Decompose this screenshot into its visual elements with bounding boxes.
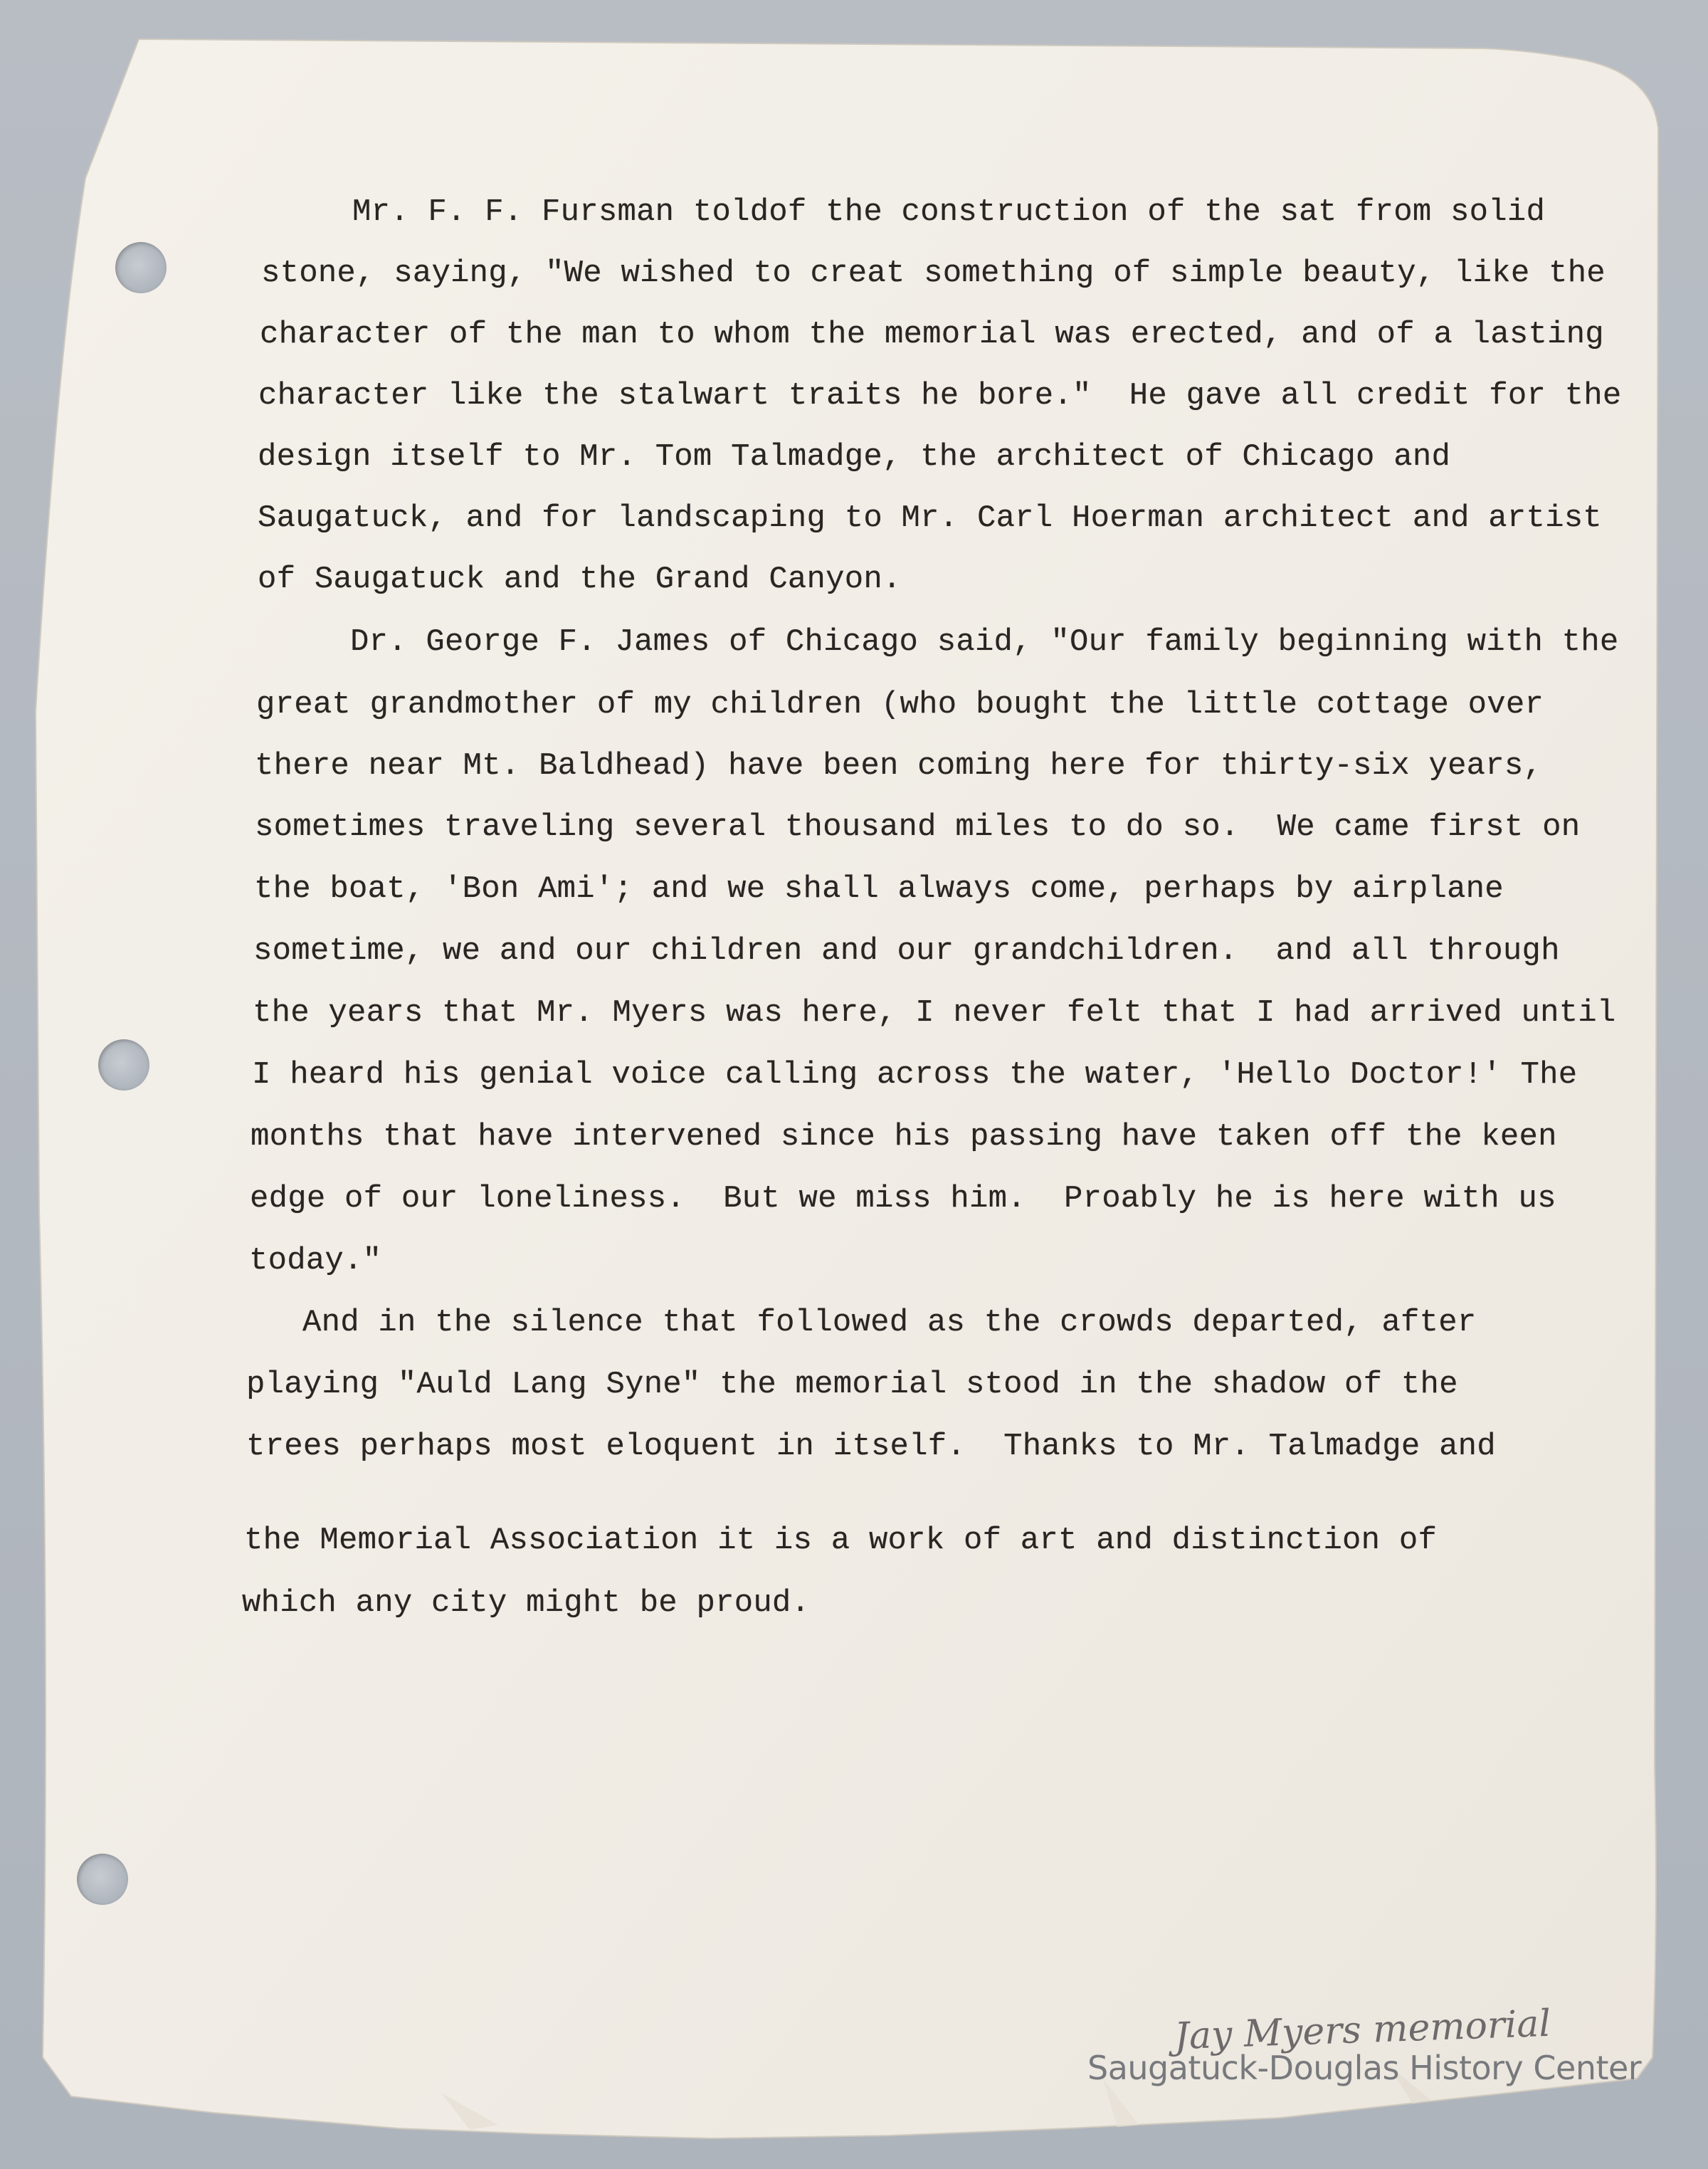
text-line: there near Mt. Baldhead) have been coming here for thirty-six years, [255, 748, 1543, 784]
text-line: Mr. F. F. Fursman toldof the construction of the sat from solid [352, 194, 1546, 230]
text-line: great grandmother of my children (who bought the little cottage over [256, 687, 1544, 723]
text-line: which any city might be proud. [242, 1585, 811, 1621]
text-line: Dr. George F. James of Chicago said, "Our family beginning with the [350, 624, 1619, 660]
archive-watermark: Saugatuck-Douglas History Center [1087, 2049, 1642, 2087]
text-line: the years that Mr. Myers was here, I never felt that I had arrived until [253, 995, 1616, 1031]
text-line: sometimes traveling several thousand miles to do so. We came first on [255, 809, 1581, 845]
text-line: months that have intervened since his passing have taken off the keen [251, 1119, 1557, 1155]
text-line: playing "Auld Lang Syne" the memorial stood in the shadow of the [246, 1367, 1458, 1402]
text-line: trees perhaps most eloquent in itself. Thanks to Mr. Talmadge and [246, 1429, 1496, 1464]
text-line: I heard his genial voice calling across the water, 'Hello Doctor!' The [252, 1057, 1578, 1093]
text-line: design itself to Mr. Tom Talmadge, the architect of Chicago and [258, 439, 1451, 475]
text-line: the Memorial Association it is a work of art and distinction of [244, 1523, 1438, 1558]
text-line: sometime, we and our children and our grandchildren. and all through [253, 933, 1560, 969]
text-line: And in the silence that followed as the crowds departed, after [302, 1305, 1477, 1340]
text-line: stone, saying, "We wished to creat something of simple beauty, like the [261, 256, 1606, 291]
text-line: today." [249, 1243, 382, 1278]
text-line: character like the stalwart traits he bore." He gave all credit for the [258, 378, 1622, 414]
handwritten-note: Jay Myers memorial [1174, 2002, 1551, 2059]
text-line: the boat, 'Bon Ami'; and we shall always come, perhaps by airplane [254, 871, 1504, 907]
text-line: edge of our loneliness. But we miss him. Proably he is here with us [250, 1181, 1556, 1217]
text-line: of Saugatuck and the Grand Canyon. [258, 562, 902, 597]
text-line: character of the man to whom the memorial was erected, and of a lasting [260, 317, 1604, 352]
text-line: Saugatuck, and for landscaping to Mr. Carl Hoerman architect and artist [258, 500, 1602, 536]
